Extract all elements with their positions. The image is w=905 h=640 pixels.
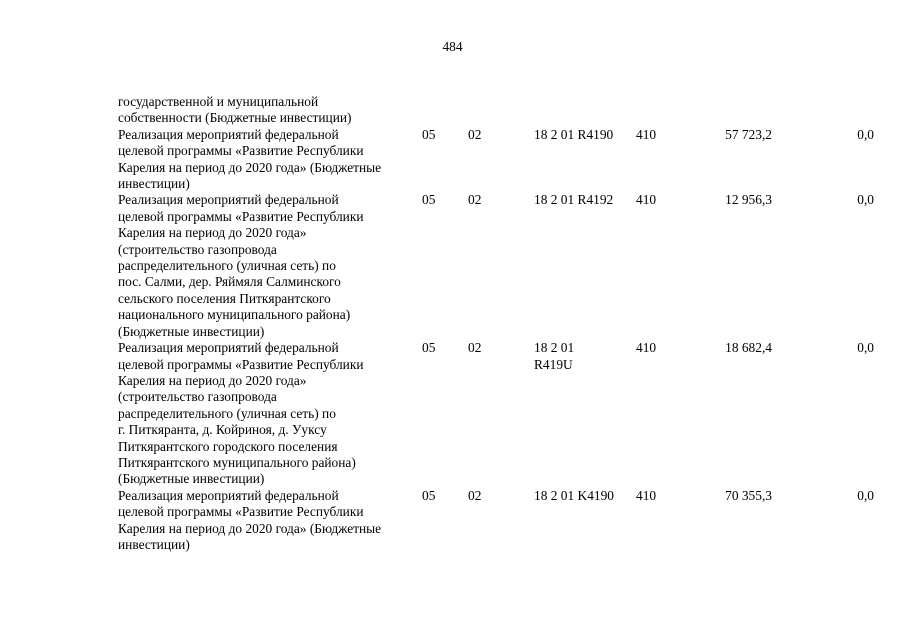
row-section: 05 [422, 192, 436, 208]
table-row [118, 340, 874, 488]
row-name: Реализация мероприятий федеральной целевой программы «Развитие Республики Карелия на период до 2020 года» (Бюджетные инвестиции) [118, 487, 382, 552]
row-amount: 57 723,2 [725, 126, 772, 142]
row-target: 18 2 01 K4190 [534, 487, 614, 503]
row-subsection: 02 [468, 192, 482, 208]
row-section: 05 [422, 487, 436, 503]
row-section: 05 [422, 126, 436, 142]
row-kind: 410 [636, 192, 657, 208]
table-row-continuation [118, 94, 874, 127]
row-amount: 70 355,3 [725, 487, 772, 503]
row-amount2: 0,0 [857, 192, 874, 208]
budget-table [118, 94, 874, 553]
table-row [118, 192, 874, 340]
row-subsection: 02 [468, 126, 482, 142]
row-amount2: 0,0 [857, 487, 874, 503]
row-amount: 12 956,3 [725, 192, 772, 208]
row-kind: 410 [636, 126, 657, 142]
continuation-text: государственной и муниципальной собственности (Бюджетные инвестиции) [118, 94, 352, 126]
row-kind: 410 [636, 487, 657, 503]
table-body [118, 94, 874, 553]
page-number: 484 [442, 39, 463, 54]
row-name: Реализация мероприятий федеральной целевой программы «Развитие Республики Карелия на период до 2020 года» (строительство газопровода распределительного (уличная сеть) по пос. Салми, дер. Ряймяля Салминского сельского поселения Питкярантского национального муниципального района) (Бюджетные инвестиции) [118, 192, 364, 339]
row-name: Реализация мероприятий федеральной целевой программы «Развитие Республики Карелия на период до 2020 года» (Бюджетные инвестиции) [118, 126, 382, 192]
table-row [118, 488, 874, 554]
row-kind: 410 [636, 340, 657, 356]
row-subsection: 02 [468, 487, 482, 503]
row-target: 18 2 01 R4192 [534, 192, 614, 208]
row-section: 05 [422, 340, 436, 356]
row-amount2: 0,0 [857, 340, 874, 356]
row-target: 18 2 01 R4190 [534, 126, 614, 142]
row-name: Реализация мероприятий федеральной целевой программы «Развитие Республики Карелия на период до 2020 года» (строительство газопровода распределительного (уличная сеть) по г. Питкяранта, д. Койриноя, д. Ууксу Питкярантского городского поселения Питкярантского муниципального района) (Бюджетные инвестиции) [118, 340, 364, 487]
row-amount2: 0,0 [857, 126, 874, 142]
row-target: 18 2 01 R419U [534, 340, 575, 372]
row-subsection: 02 [468, 340, 482, 356]
table-row [118, 127, 874, 193]
row-amount: 18 682,4 [725, 340, 772, 356]
